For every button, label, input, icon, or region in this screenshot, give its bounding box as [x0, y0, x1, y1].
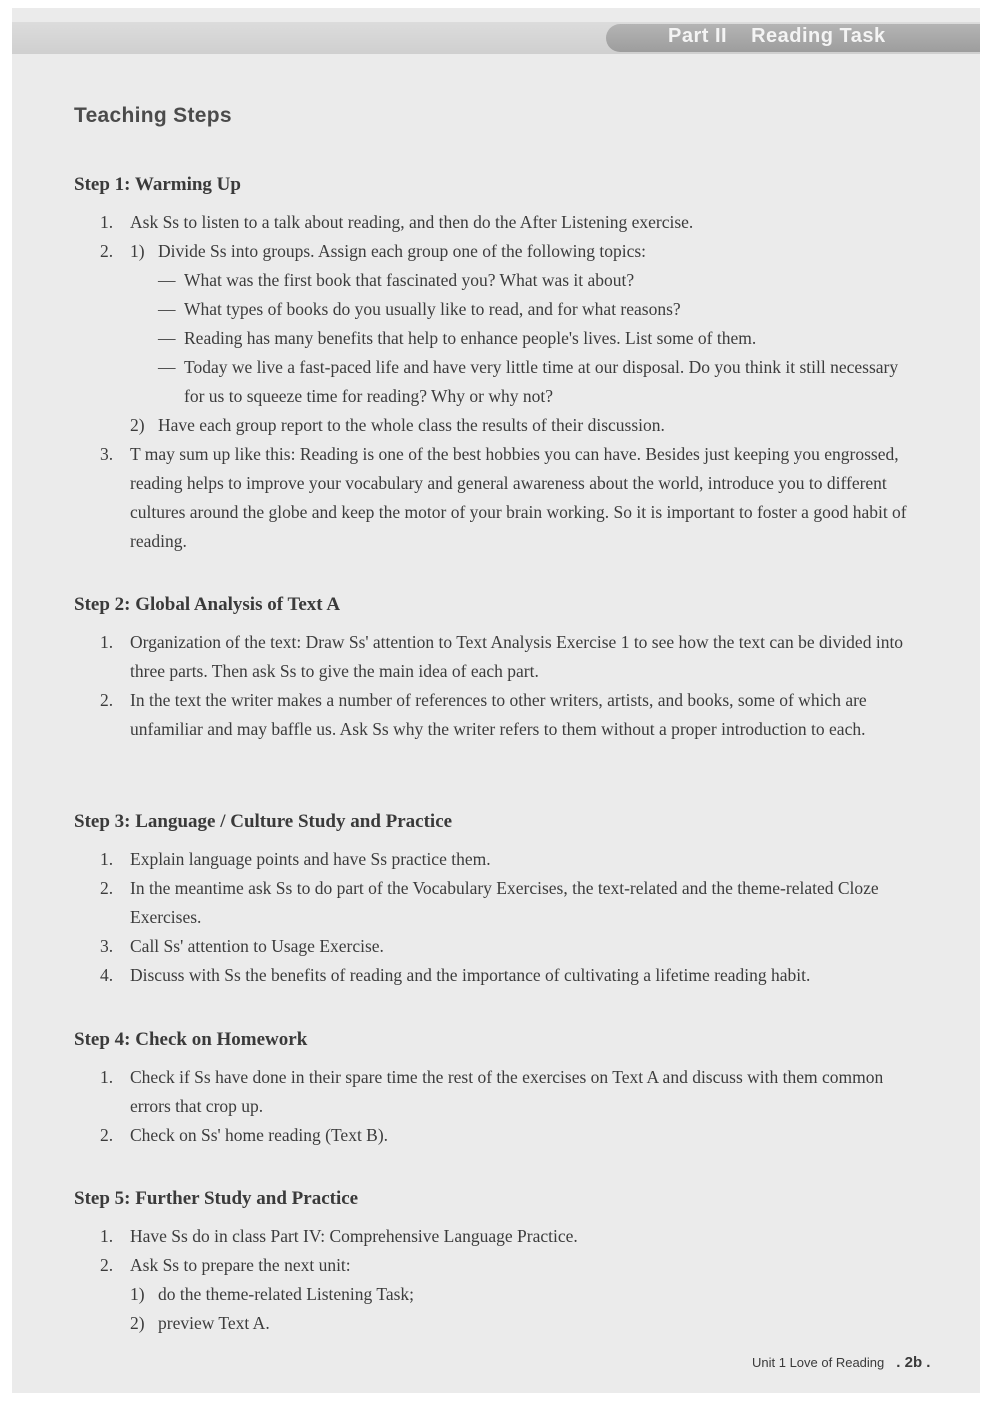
- sub-list: [130, 237, 920, 440]
- item-number: 2.: [100, 690, 114, 710]
- topic-item: [158, 353, 920, 411]
- page-footer: [752, 1354, 930, 1372]
- list-item: [74, 686, 920, 744]
- sub-item-text: preview Text A.: [158, 1313, 270, 1333]
- item-number: 4.: [100, 965, 114, 985]
- step-3-list: [74, 845, 920, 990]
- sub-item: [130, 1309, 920, 1338]
- sub-item-number: 1): [130, 1284, 145, 1304]
- list-item: [74, 1222, 920, 1251]
- step-2-list: [74, 628, 920, 744]
- topic-text: Today we live a fast-paced life and have very little time at our disposal. Do you think it still necessary for us to squeeze time for reading? Why or why not?: [184, 357, 899, 406]
- sub-item: [130, 237, 920, 411]
- sub-item-text: Divide Ss into groups. Assign each group one of the following topics:: [158, 241, 647, 261]
- step-1-list: [74, 208, 920, 556]
- item-number: 3.: [100, 936, 114, 956]
- item-number: 1.: [100, 1067, 114, 1087]
- item-number: 2.: [100, 241, 114, 261]
- page-title: Teaching Steps: [74, 104, 232, 127]
- list-item: [74, 1251, 920, 1338]
- step-4-list: [74, 1063, 920, 1150]
- list-item: [74, 874, 920, 932]
- page: [12, 8, 980, 1393]
- running-header: [668, 25, 886, 48]
- sub-item-number: 2): [130, 1313, 145, 1333]
- list-item: [74, 1063, 920, 1121]
- header-section: Reading Task: [751, 25, 886, 47]
- sub-item: [130, 1280, 920, 1309]
- dash-marker: —: [158, 328, 176, 348]
- item-text: Call Ss' attention to Usage Exercise.: [130, 936, 384, 956]
- step-4-section: [74, 1029, 920, 1150]
- step-2-heading: Step 2: Global Analysis of Text A: [74, 594, 341, 615]
- item-text: Explain language points and have Ss practice them.: [130, 849, 491, 869]
- item-text: In the meantime ask Ss to do part of the Vocabulary Exercises, the text-related and the theme-related Cloze Exercises.: [130, 878, 879, 927]
- list-item: [74, 237, 920, 440]
- item-text: Have Ss do in class Part IV: Comprehensive Language Practice.: [130, 1226, 578, 1246]
- item-text: Ask Ss to listen to a talk about reading, and then do the After Listening exercise.: [130, 212, 694, 232]
- item-text: Organization of the text: Draw Ss' attention to Text Analysis Exercise 1 to see how the text can be divided into three parts. Then ask Ss to give the main idea of each part.: [130, 632, 904, 681]
- sub-item: [130, 411, 920, 440]
- list-item: [74, 932, 920, 961]
- item-number: 1.: [100, 849, 114, 869]
- item-text: Check if Ss have done in their spare time the rest of the exercises on Text A and discuss with them common errors that crop up.: [130, 1067, 884, 1116]
- dash-marker: —: [158, 299, 176, 319]
- step-5-section: [74, 1188, 920, 1338]
- list-item: [74, 845, 920, 874]
- footer-unit-title: Unit 1 Love of Reading: [752, 1355, 885, 1370]
- dash-marker: —: [158, 270, 176, 290]
- item-number: 1.: [100, 632, 114, 652]
- page-number: . 2b .: [896, 1354, 931, 1371]
- item-text: T may sum up like this: Reading is one of the best hobbies you can have. Besides just keeping you engrossed, reading helps to improve your vocabulary and general awareness about the world, introduce you to different cultures around the globe and keep the motor of your brain working. So it is important to foster a good habit of reading.: [130, 444, 907, 551]
- item-text: Ask Ss to prepare the next unit:: [130, 1255, 351, 1275]
- topic-item: [158, 266, 920, 295]
- step-4-heading: Step 4: Check on Homework: [74, 1029, 308, 1050]
- step-1-section: [74, 174, 920, 556]
- item-text: Check on Ss' home reading (Text B).: [130, 1125, 389, 1145]
- list-item: [74, 1121, 920, 1150]
- step-1-heading: Step 1: Warming Up: [74, 174, 241, 195]
- list-item: [74, 440, 920, 556]
- list-item: [74, 628, 920, 686]
- step-2-section: [74, 594, 920, 744]
- topic-text: What types of books do you usually like to read, and for what reasons?: [184, 299, 681, 319]
- sub-item-text: Have each group report to the whole class the results of their discussion.: [158, 415, 665, 435]
- list-item: [74, 208, 920, 237]
- topic-item: [158, 324, 920, 353]
- item-text: Discuss with Ss the benefits of reading and the importance of cultivating a lifetime reading habit.: [130, 965, 811, 985]
- item-text: In the text the writer makes a number of references to other writers, artists, and books, some of which are unfamiliar and may baffle us. Ask Ss why the writer refers to them without a proper introduction to each.: [130, 690, 867, 739]
- topic-list: [158, 266, 920, 411]
- sub-list: [130, 1280, 920, 1338]
- item-number: 1.: [100, 1226, 114, 1246]
- topic-item: [158, 295, 920, 324]
- list-item: [74, 961, 920, 990]
- step-3-section: [74, 811, 920, 990]
- topic-text: What was the first book that fascinated you? What was it about?: [184, 270, 635, 290]
- header-part: Part II: [668, 25, 728, 47]
- sub-item-text: do the theme-related Listening Task;: [158, 1284, 415, 1304]
- sub-item-number: 2): [130, 415, 145, 435]
- item-number: 1.: [100, 212, 114, 232]
- dash-marker: —: [158, 357, 176, 377]
- sub-item-number: 1): [130, 241, 145, 261]
- step-3-heading: Step 3: Language / Culture Study and Practice: [74, 811, 453, 832]
- step-5-heading: Step 5: Further Study and Practice: [74, 1188, 359, 1209]
- step-5-list: [74, 1222, 920, 1338]
- topic-text: Reading has many benefits that help to enhance people's lives. List some of them.: [184, 328, 757, 348]
- item-number: 2.: [100, 878, 114, 898]
- item-number: 2.: [100, 1125, 114, 1145]
- item-number: 3.: [100, 444, 114, 464]
- item-number: 2.: [100, 1255, 114, 1275]
